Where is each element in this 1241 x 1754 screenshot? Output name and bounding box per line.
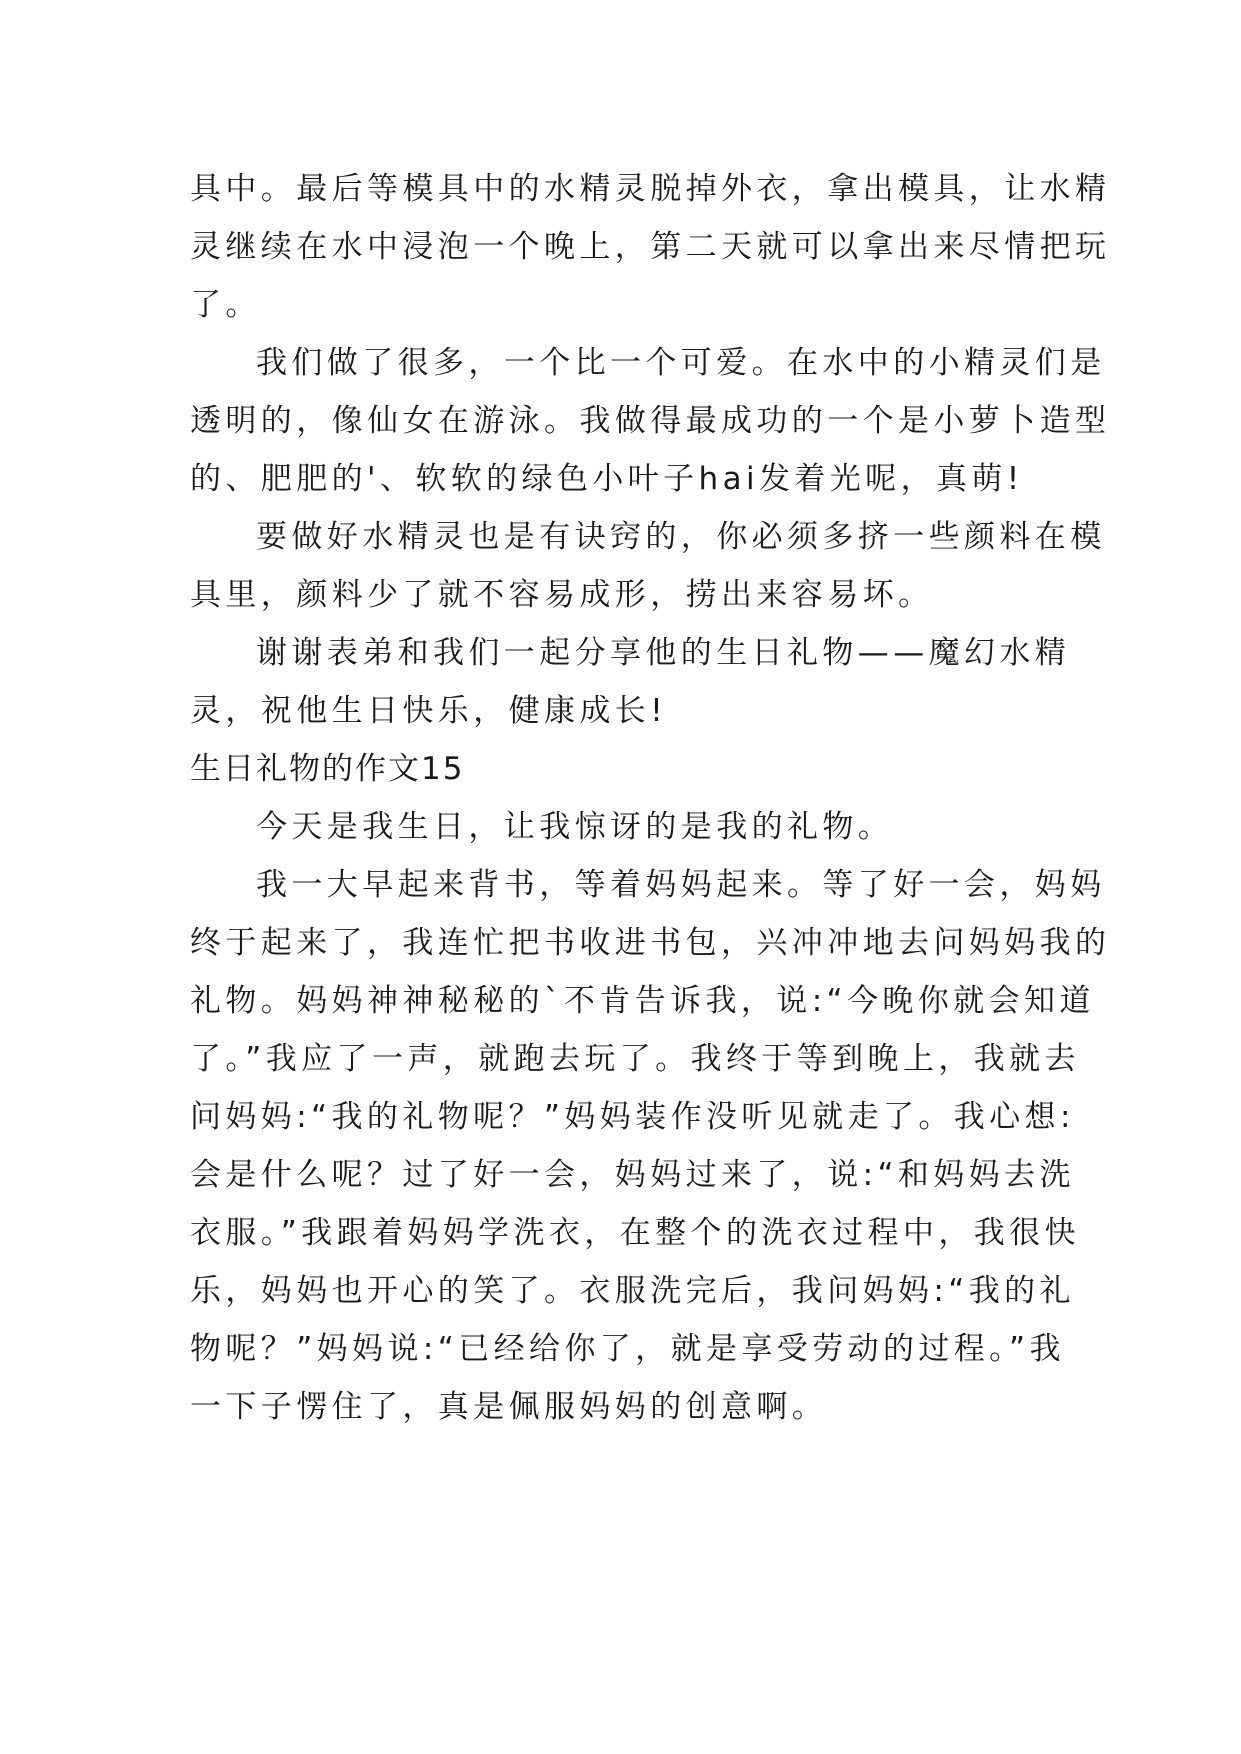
text-line: 物呢？”妈妈说:“已经给你了，就是享受劳动的过程。”我 bbox=[190, 1331, 1065, 1367]
text-line: 问妈妈:“我的礼物呢？”妈妈装作没听见就走了。我心想: bbox=[190, 1099, 1075, 1135]
text-line: 的、肥肥的'、软软的绿色小叶子hai发着光呢，真萌! bbox=[190, 461, 1024, 497]
text-line: 我一大早起来背书，等着妈妈起来。等了好一会，妈妈 bbox=[256, 867, 1106, 903]
text-line: 了。”我应了一声，就跑去玩了。我终于等到晚上，我就去 bbox=[190, 1041, 1080, 1077]
text-line: 我们做了很多，一个比一个可爱。在水中的小精灵们是 bbox=[256, 345, 1106, 381]
text-line: 了。 bbox=[190, 287, 261, 323]
text-line: 终于起来了，我连忙把书收进书包，兴冲冲地去问妈妈我的 bbox=[190, 925, 1111, 961]
text-line: 要做好水精灵也是有诀窍的，你必须多挤一些颜料在模 bbox=[256, 519, 1106, 555]
text-line: 乐，妈妈也开心的笑了。衣服洗完后，我问妈妈:“我的礼 bbox=[190, 1273, 1075, 1309]
text-line: 一下子愣住了，真是佩服妈妈的创意啊。 bbox=[190, 1389, 828, 1425]
text-line: 会是什么呢？过了好一会，妈妈过来了，说:“和妈妈去洗 bbox=[190, 1157, 1075, 1193]
text-line: 谢谢表弟和我们一起分享他的生日礼物——魔幻水精 bbox=[256, 635, 1071, 671]
text-line: 今天是我生日，让我惊讶的是我的礼物。 bbox=[256, 809, 894, 845]
text-line: 衣服。”我跟着妈妈学洗衣，在整个的洗衣过程中，我很快 bbox=[190, 1215, 1080, 1251]
text-line: 具中。最后等模具中的水精灵脱掉外衣，拿出模具，让水精 bbox=[190, 171, 1111, 207]
text-line: 灵继续在水中浸泡一个晚上，第二天就可以拿出来尽情把玩 bbox=[190, 229, 1111, 265]
section-heading: 生日礼物的作文15 bbox=[190, 751, 465, 787]
document-body bbox=[190, 160, 1111, 1436]
text-line: 礼物。妈妈神神秘秘的`不肯告诉我，说:“今晚你就会知道 bbox=[190, 983, 1095, 1019]
text-line: 灵，祝他生日快乐，健康成长! bbox=[190, 693, 668, 729]
text-line: 透明的，像仙女在游泳。我做得最成功的一个是小萝卜造型 bbox=[190, 403, 1111, 439]
text-line: 具里，颜料少了就不容易成形，捞出来容易坏。 bbox=[190, 577, 934, 613]
